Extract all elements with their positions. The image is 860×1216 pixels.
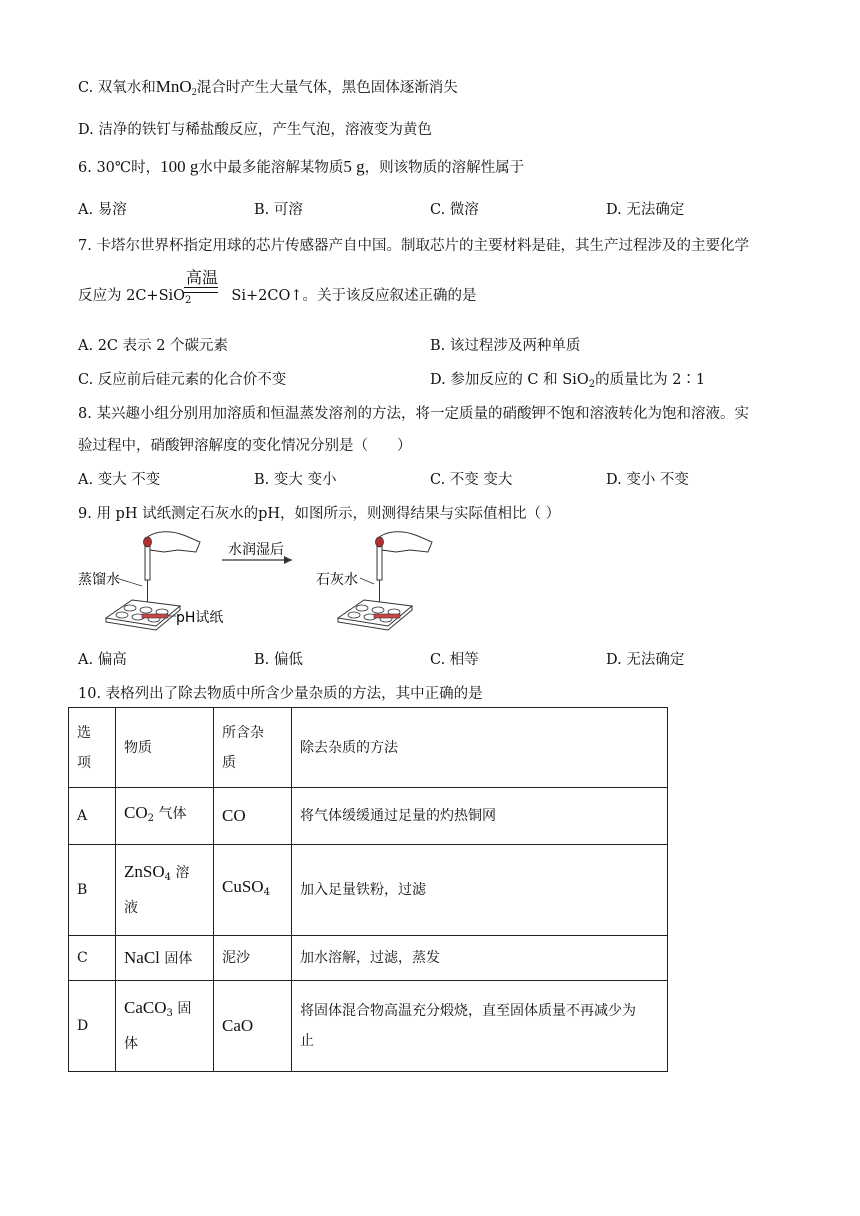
- header-impurity: 所含杂 质: [214, 708, 292, 788]
- q9-stem: 9. 用 pH 试纸测定石灰水的pH，如图所示，则测得结果与实际值相比（ ）: [78, 506, 561, 522]
- impurity-table: [68, 707, 668, 1072]
- q8-option-b: B. 变大 变小: [254, 472, 337, 488]
- q6-option-b: B. 可溶: [254, 202, 303, 218]
- q8-stem-line2: 验过程中，硝酸钾溶解度的变化情况分别是（ ）: [78, 438, 412, 454]
- q9-option-a: A. 偏高: [78, 652, 127, 668]
- q7-option-b: B. 该过程涉及两种单质: [430, 338, 581, 354]
- header-method: 除去杂质的方法: [292, 708, 668, 788]
- q7-stem: 7. 卡塔尔世界杯指定用球的芯片传感器产自中国。制取芯片的主要材料是硅，其生产过程涉及的主要化学: [78, 238, 749, 254]
- q8-stem-line1: 8. 某兴趣小组分别用加溶质和恒温蒸发溶剂的方法，将一定质量的硝酸钾不饱和溶液转化为饱和溶液。实: [78, 406, 749, 422]
- ph-paper-left-icon: [142, 614, 168, 618]
- q6-stem: 6. 30℃时，100 g水中最多能溶解某物质5 g，则该物质的溶解性属于: [78, 157, 525, 176]
- q5-option-d: D. 洁净的铁钉与稀盐酸反应，产生气泡，溶液变为黄色: [78, 122, 432, 138]
- table-row: B ZnSO$_4$ 溶 液 CuSO$_4$ 加入足量铁粉，过滤: [69, 845, 668, 936]
- q9-option-b: B. 偏低: [254, 652, 303, 668]
- q6-option-a: A. 易溶: [78, 202, 127, 218]
- hand-right-icon: [378, 532, 432, 552]
- q7-option-d: D. 参加反应的 C 和 SiO$_2$的质量比为 2∶1: [430, 372, 706, 390]
- table-row: D CaCO$_3$ 固 体 CaO 将固体混合物高温充分煅烧，直至固体质量不再减少为 止: [69, 981, 668, 1072]
- q5-option-c: C. 双氧水和MnO$_2$混合时产生大量气体，黑色固体逐渐消失: [78, 77, 458, 98]
- mno2-formula: MnO$_2$: [155, 77, 197, 98]
- q8-option-c: C. 不变 变大: [430, 472, 513, 488]
- header-substance: 物质: [116, 708, 214, 788]
- q9-option-c: C. 相等: [430, 652, 479, 668]
- table-row: A $CO_2$ 气体 CO 将气体缓缓通过足量的灼热铜网: [69, 788, 668, 845]
- table-header-row: [69, 708, 668, 788]
- q7-option-a: A. 2C 表示 2 个碳元素: [78, 338, 229, 354]
- q9-option-d: D. 无法确定: [606, 652, 685, 668]
- reaction-condition: 高温: [186, 268, 219, 287]
- label-limewater: 石灰水: [316, 572, 358, 588]
- q6-option-c: C. 微溶: [430, 202, 479, 218]
- q10-stem: 10. 表格列出了除去物质中所含少量杂质的方法，其中正确的是: [78, 686, 483, 702]
- header-option: 选 项: [69, 708, 116, 788]
- ph-test-diagram: [76, 526, 436, 644]
- q7-option-c: C. 反应前后硅元素的化合价不变: [78, 372, 287, 388]
- label-distilled-water: 蒸馏水: [78, 572, 120, 588]
- label-ph-paper: pH试纸: [176, 610, 224, 626]
- table-row: C NaCl 固体 泥沙 加水溶解，过滤，蒸发: [69, 936, 668, 981]
- q8-option-a: A. 变大 不变: [78, 472, 161, 488]
- ph-paper-right-icon: [374, 614, 400, 618]
- label-arrow: 水润湿后: [228, 542, 284, 558]
- hand-left-icon: [146, 532, 200, 552]
- q7-equation: 反应为 2C+SiO$_2$ Si+2CO↑。关于该反应叙述正确的是: [78, 288, 477, 306]
- q6-option-d: D. 无法确定: [606, 202, 685, 218]
- q8-option-d: D. 变小 不变: [606, 472, 689, 488]
